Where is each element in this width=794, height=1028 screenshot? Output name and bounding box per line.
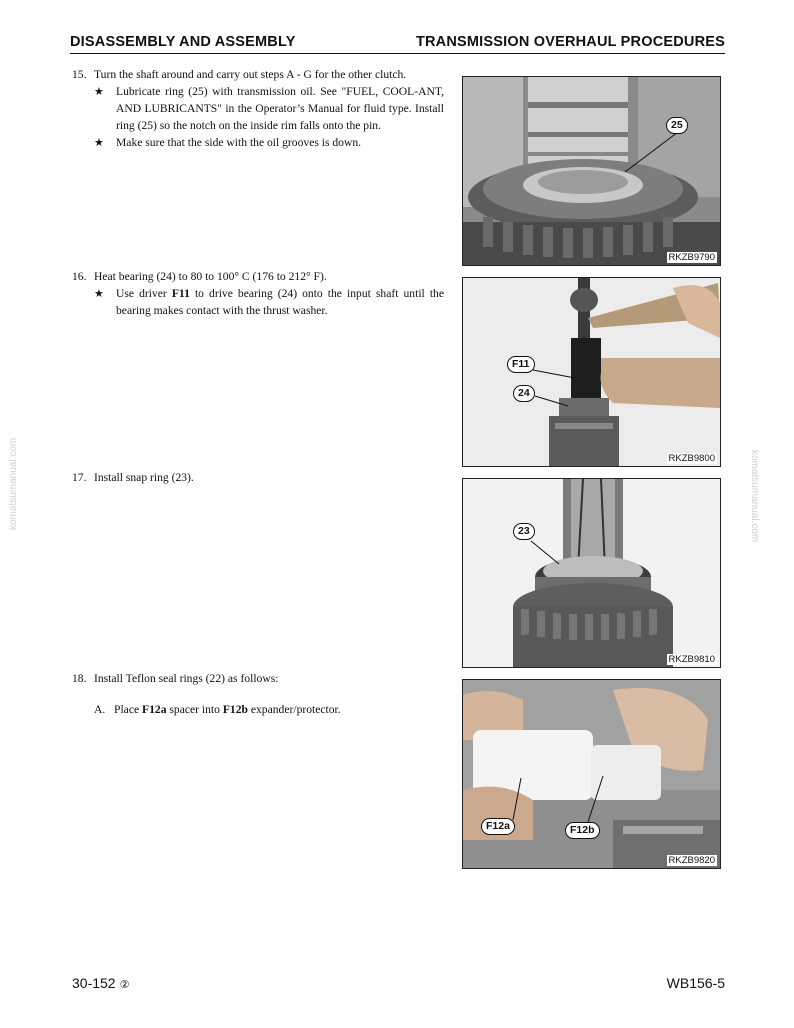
note-bullet: [94, 134, 444, 151]
note-bullet: [94, 285, 444, 319]
step-text: Heat bearing (24) to 80 to 100° C (176 to 212° F).: [94, 270, 327, 283]
figure-code: RKZB9790: [668, 252, 715, 263]
note-bullet: [94, 83, 444, 134]
page-header: [70, 33, 725, 54]
star-icon: ★: [94, 85, 104, 98]
callout-F11: F11: [507, 356, 535, 373]
step-16: [72, 268, 444, 319]
star-icon: ★: [94, 287, 104, 300]
step-text: Install Teflon seal rings (22) as follows:: [94, 672, 279, 685]
callout-24: 24: [513, 385, 535, 402]
figure-code: RKZB9820: [668, 855, 715, 866]
substep-letter: A.: [94, 703, 106, 716]
callout-F12a: F12a: [481, 818, 515, 835]
step-18: [72, 670, 444, 718]
tool-reference: F11: [171, 287, 190, 300]
page-number-group: [72, 975, 129, 991]
step-number: 15.: [72, 68, 87, 81]
tool-reference: F12a: [142, 703, 167, 716]
figure-seal-tools: [462, 679, 721, 869]
revision-mark: ②: [119, 979, 130, 991]
driver-photo: [463, 278, 720, 466]
model-number: WB156-5: [666, 975, 725, 991]
star-icon: ★: [94, 136, 104, 149]
page-number: 30-152: [72, 975, 116, 991]
figure-snap-ring-23: [462, 478, 721, 668]
step-17: [72, 469, 444, 486]
gear-shaft-photo: [463, 77, 720, 265]
watermark-left: komatsumanual.com: [8, 437, 19, 530]
step-text: Install snap ring (23).: [94, 471, 194, 484]
step-15: [72, 66, 444, 151]
tool-reference: F12b: [222, 703, 248, 716]
callout-25: 25: [666, 117, 688, 134]
callout-23: 23: [513, 523, 535, 540]
note-text: Make sure that the side with the oil grooves is down.: [116, 136, 362, 149]
figure-code: RKZB9800: [668, 453, 715, 464]
substep-text: spacer into: [166, 703, 223, 716]
step-number: 17.: [72, 471, 87, 484]
seal-tool-photo: [463, 680, 720, 868]
figure-bearing-24: [462, 277, 721, 467]
substep-a: [94, 701, 444, 718]
note-text: Lubricate ring (25) with transmission oil. See "FUEL, COOL-ANT, AND LUBRICANTS" in the Operator’s Manual for fluid type. Install ring (25) so the notch on the inside rim falls onto the pin.: [116, 85, 444, 132]
substep-text: expander/protector.: [247, 703, 341, 716]
step-text: Turn the shaft around and carry out steps A - G for the other clutch.: [94, 68, 407, 81]
figure-ring-25: [462, 76, 721, 266]
note-text-post: to drive bearing (24) onto the input shaft until the bearing makes contact with the thrust washer.: [116, 287, 444, 317]
note-text-pre: Use driver: [116, 287, 172, 300]
step-number: 16.: [72, 270, 87, 283]
snap-ring-photo: [463, 479, 720, 667]
figure-code: RKZB9810: [668, 654, 715, 665]
substep-text: Place: [114, 703, 143, 716]
callout-F12b: F12b: [565, 822, 600, 839]
step-number: 18.: [72, 672, 87, 685]
watermark-right: komatsumanual.com: [749, 450, 760, 543]
chapter-title: TRANSMISSION OVERHAUL PROCEDURES: [415, 34, 725, 50]
section-title: DISASSEMBLY AND ASSEMBLY: [70, 34, 296, 50]
